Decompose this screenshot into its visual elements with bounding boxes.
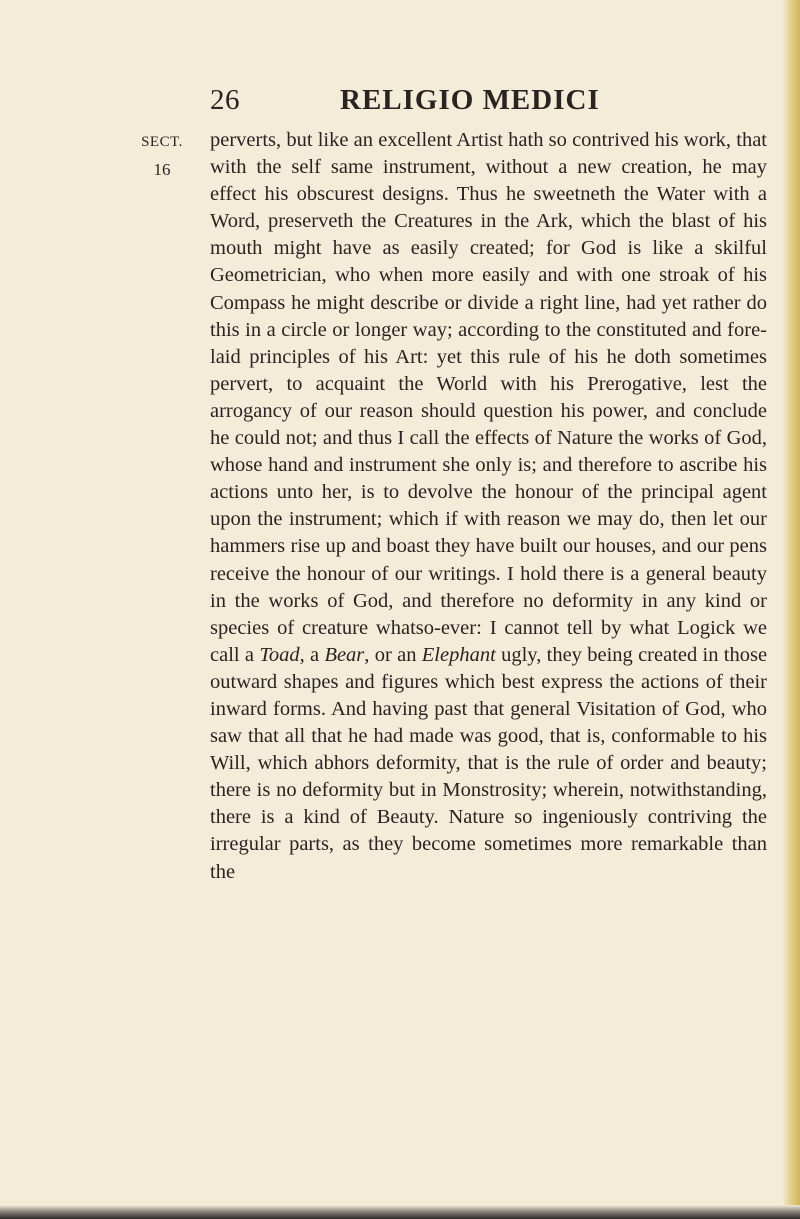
section-label: SECT.: [141, 134, 183, 150]
bottom-edge: [0, 1205, 800, 1219]
body-text-part: perverts, but like an excellent Artist hath so contrived his work, that with the self same instrument, without a new creation, he may effect his obscurest designs. Thus he sweetneth the Water with a Word, preserveth the Creatures in the Ark, which the blast of his mouth might have as easily created; for God is like a skilful Geometrician, who when more easily and with one stroak of his Compass he might describe or divide a right line, had yet rather do this in a circle or longer way; according to the constituted and fore-laid principles of his Art: yet this rule of his he doth sometimes pervert, to acquaint the World with his Prerogative, lest the arrogancy of our reason should question his power, and conclude he could not; and thus I call the effects of Nature the works of God, whose hand and instrument she only is; and therefore to ascribe his actions unto her, is to devolve the honour of the principal agent upon the instrument; which if with reason we may do, then let our hammers rise up and boast they have built our houses, and our pens receive the honour of our writings. I hold there is a general beauty in the works of God, and therefore no deformity in any kind or species of creature whatso-ever: I cannot tell by what Logick we call a: [210, 129, 767, 666]
body-text-part: , or an: [364, 643, 417, 666]
running-header: [210, 84, 630, 124]
section-margin-note: [122, 128, 202, 184]
body-text-part: , a: [299, 643, 320, 666]
italic-term-bear: Bear: [324, 643, 365, 666]
page-number: 26: [210, 84, 240, 116]
running-title: RELIGIO MEDICI: [340, 84, 600, 116]
body-paragraph: [210, 127, 767, 886]
body-text-part: ugly, they being created in those outward shapes and figures which best express the actions of their inward forms. And having past that general Visitation of God, who saw that all that he had made was good, that is, conformable to his Will, which abhors deformity, that is the rule of order and beauty; there is no deformity but in Monstrosity; wherein, notwithstanding, there is a kind of Beauty. Nature so ingeniously contriving the irregular parts, as they become sometimes more remarkable than the: [210, 643, 768, 883]
page-edge: [782, 0, 800, 1219]
italic-term-toad: Toad: [259, 643, 300, 666]
section-number: 16: [153, 160, 171, 179]
italic-term-elephant: Elephant: [421, 643, 496, 666]
